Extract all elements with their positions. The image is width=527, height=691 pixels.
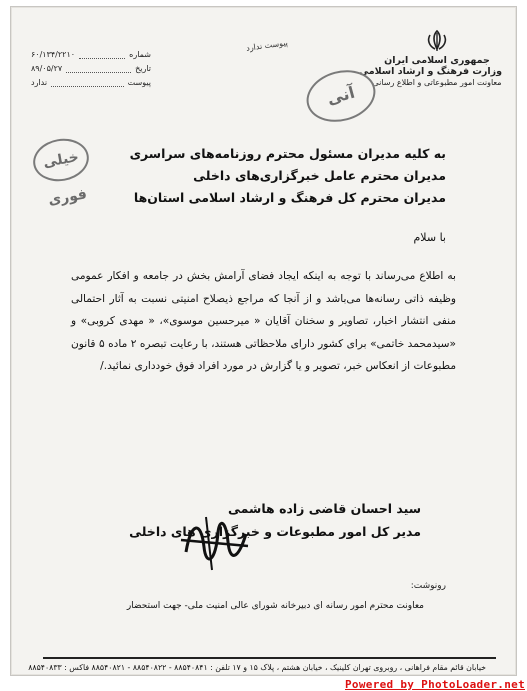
reference-number-row: [31, 47, 151, 61]
iran-emblem-icon: [424, 29, 450, 53]
letterhead: [359, 29, 502, 88]
reference-date-label: تاریخ: [135, 63, 151, 73]
reference-date: ۸۹/۰۵/۲۷: [31, 63, 63, 73]
urgent-stamp: آنی: [301, 63, 382, 129]
reference-block: [31, 47, 151, 89]
footer-divider: [43, 657, 496, 659]
letter-body: [71, 265, 456, 378]
body-paragraph: به اطلاع می‌رساند با توجه به اینکه ایجاد فضای آرامش بخش در جامعه و افکار عمومی وظیفه ذاتی رسانه‌ها می‌باشد و از آنجا که مراجع ذیصلاح امنیتی نسبت به آثار احتمالی منفی انتشار اخبار، تصاویر و سخنان آقایان « میرحسین موسوی»، « مهدی کروبی» و «سیدمحمد خاتمی» برای کشور دارای ملاحظاتی هستند، با رعایت تبصره ۲ ماده ۵ قانون مطبوعات از انعکاس خبر، تصویر و یا گزارش در مورد افراد فوق خودداری نمائید./: [71, 270, 456, 372]
letter-page: [10, 6, 517, 676]
very-urgent-stamp: خیلی فوری: [30, 134, 92, 185]
reference-number: ۶۰/۱۳۴/۲۲۱۰: [31, 49, 76, 59]
signer-title: مدیر کل امور مطبوعات و خبرگزاری های داخلی: [129, 524, 421, 539]
photoloader-watermark: Powered by PhotoLoader.net: [345, 678, 525, 691]
addressee-block: [130, 143, 446, 209]
reference-enclosure: ندارد: [31, 77, 48, 87]
signer-name: سید احسان قاضی زاده هاشمی: [228, 501, 421, 516]
letterhead-country: جمهوری اسلامی ایران: [384, 55, 490, 66]
addressee-line: به کلیه مدیران مسئول محترم روزنامه‌های سراسری: [129, 146, 446, 161]
letterhead-ministry: وزارت فرهنگ و ارشاد اسلامی: [359, 66, 502, 77]
footer-address: خیابان قائم مقام فراهانی ، روبروی تهران کلینیک ، خیابان هشتم ، پلاک ۱۵ و ۱۷ تلفن : ۸۸۵۴۰۸۴۱ - ۸۸۵۴۰۸۲۲ - ۸۸۵۴۰۸۲۱ فاکس : ۸۸۵۴۰۸۳۳: [28, 663, 486, 672]
reference-enclosure-label: پیوست: [127, 77, 151, 87]
reference-date-row: [31, 61, 151, 75]
reference-enclosure-row: [31, 75, 151, 89]
attachment-note: پیوست ندارد: [245, 38, 289, 53]
addressee-line: مدیران محترم عامل خبرگزاری‌های داخلی: [193, 168, 446, 183]
copy-to-text: معاونت محترم امور رسانه ای دبیرخانه شورای عالی امنیت ملی- جهت استحضار: [126, 601, 424, 611]
signature-block: [129, 501, 421, 539]
letterhead-deputy: معاونت امور مطبوعاتی و اطلاع رسانی: [372, 78, 502, 87]
greeting: با سلام: [413, 231, 446, 244]
addressee-line: مدیران محترم کل فرهنگ و ارشاد اسلامی استان‌ها: [133, 190, 446, 205]
copy-to-label: رونوشت:: [410, 581, 446, 591]
reference-number-label: شماره: [129, 49, 151, 59]
